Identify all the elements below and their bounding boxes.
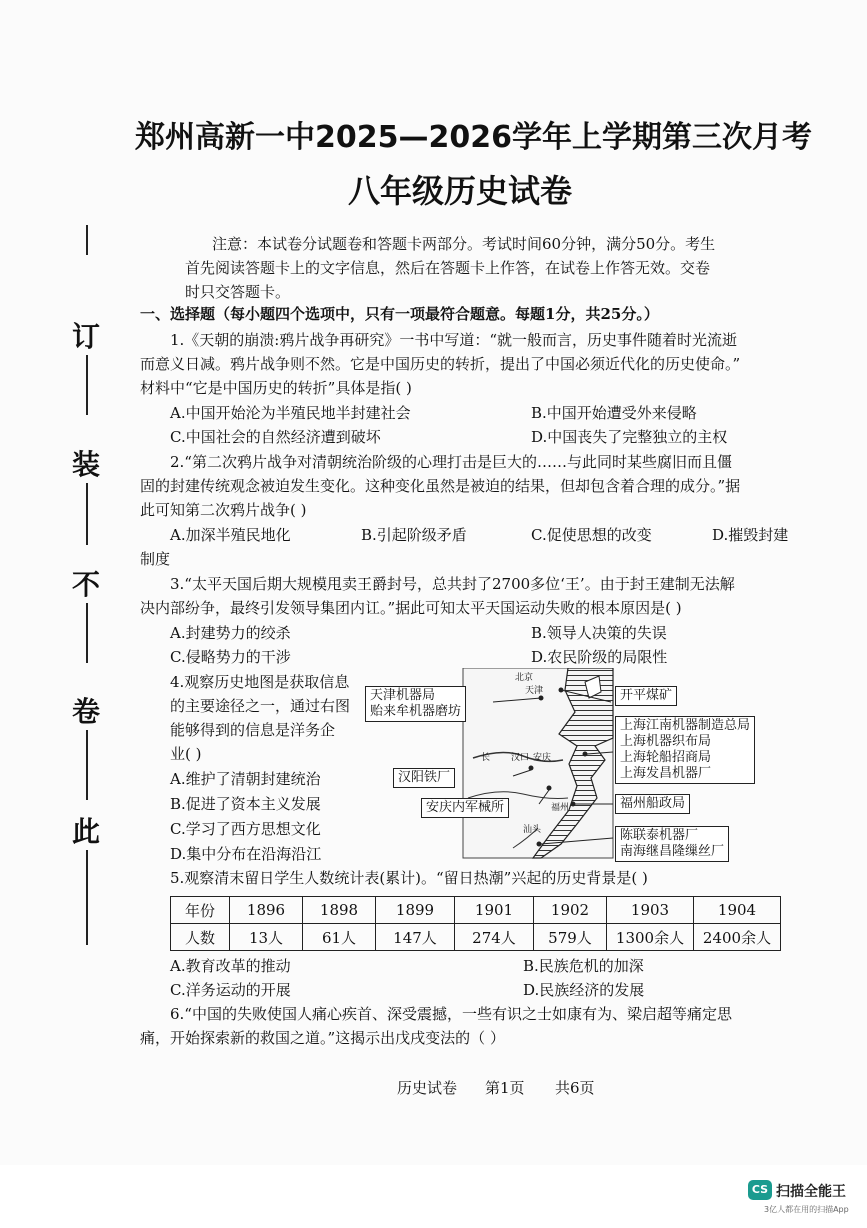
page-footer-page: 第1页 [485, 1079, 525, 1097]
q4-line-1: 4.观察历史地图是获取信息 [170, 673, 350, 691]
place-hankou: 汉口 [511, 753, 530, 763]
students-in-japan-table [170, 896, 781, 951]
exam-title: 郑州高新一中2025—2026学年上学期第三次月考 [135, 120, 812, 155]
q2-line-1: 2.“第二次鸦片战争对清朝统治阶级的心理打击是巨大的……与此同时某些腐旧而且僵 [170, 453, 732, 471]
q3-option-a: A.封建势力的绞杀 [170, 624, 291, 642]
q2-option-c: C.促使思想的改变 [531, 526, 652, 544]
table-cell: 13人 [230, 924, 303, 951]
table-header-cell: 人数 [171, 924, 230, 951]
q2-option-b: B.引起阶级矛盾 [361, 526, 467, 544]
page-footer-total: 共6页 [555, 1079, 595, 1097]
q4-option-b: B.促进了资本主义发展 [170, 795, 321, 813]
table-cell: 147人 [376, 924, 455, 951]
q4-line-3: 能够得到的信息是洋务企 [170, 721, 336, 739]
q1-option-c: C.中国社会的自然经济遭到破坏 [170, 428, 381, 446]
q1-option-a: A.中国开始沦为半殖民地半封建社会 [170, 404, 411, 422]
q3-option-c: C.侵略势力的干涉 [170, 648, 291, 666]
q2-option-d: D.摧毁封建 [712, 526, 789, 544]
westernization-enterprises-map [363, 668, 773, 864]
q5-option-b: B.民族危机的加深 [523, 957, 644, 975]
q1-line-3: 材料中“它是中国历史的转折”具体是指( ) [140, 379, 412, 397]
q5-option-a: A.教育改革的推动 [170, 957, 291, 975]
label-guangdong-1: 陈联泰机器厂 [620, 828, 699, 843]
place-beijing: 北京 [515, 673, 534, 683]
q6-line-1: 6.“中国的失败使国人痛心疾首、深受震撼，一些有识之士如康有为、梁启超等痛定思 [170, 1005, 732, 1023]
scanner-footer-band [0, 1165, 867, 1228]
label-shanghai-1: 上海江南机器制造总局 [620, 718, 751, 733]
q6-line-2: 痛，开始探索新的救国之道。”这揭示出戊戌变法的（ ） [140, 1029, 505, 1047]
table-cell: 1896 [230, 897, 303, 924]
label-anqing [421, 798, 509, 818]
binding-line [86, 850, 88, 945]
place-fuzhou: 福州 [551, 803, 570, 813]
binding-char: 此 [72, 815, 101, 848]
q5-option-d: D.民族经济的发展 [523, 981, 645, 999]
label-tianjin-2: 贻来牟机器磨坊 [370, 704, 462, 719]
q4-line-2: 的主要途径之一，通过右图 [170, 697, 351, 715]
table-row [171, 897, 781, 924]
label-tianjin-enterprises [365, 686, 466, 722]
place-tianjin: 天津 [525, 686, 544, 696]
label-shanghai-enterprises [615, 716, 755, 784]
page-footer-subject: 历史试卷 [397, 1079, 458, 1097]
binding-line [86, 483, 88, 545]
q5-stem: 5.观察清末留日学生人数统计表(累计)。“留日热潮”兴起的历史背景是( ) [170, 869, 648, 887]
notice-line-1: 注意：本试卷分试题卷和答题卡两部分。考试时间60分钟，满分50分。考生 [212, 235, 716, 253]
binding-char: 不 [72, 568, 101, 601]
label-hanyang [393, 768, 455, 788]
scanner-badge-icon: CS [748, 1180, 772, 1200]
q1-option-b: B.中国开始遭受外来侵略 [531, 404, 697, 422]
table-cell: 1901 [455, 897, 534, 924]
q2-line-2: 固的封建传统观念被迫发生变化。这种变化虽然是被迫的结果，但却包含着合理的成分。”据 [140, 477, 741, 495]
label-hanyang-1: 汉阳铁厂 [398, 770, 451, 785]
binding-line [86, 355, 88, 415]
q3-option-d: D.农民阶级的局限性 [531, 648, 668, 666]
q2-option-d-continued: 制度 [140, 550, 171, 568]
q2-option-a: A.加深半殖民地化 [170, 526, 291, 544]
q1-option-d: D.中国丧失了完整独立的主权 [531, 428, 728, 446]
q4-line-4: 业( ) [170, 745, 202, 763]
label-fuzhou-1: 福州船政局 [620, 796, 686, 811]
place-anqing: 安庆 [533, 753, 552, 763]
scanner-slogan: 3亿人都在用的扫描App [764, 1205, 849, 1214]
exam-subtitle: 八年级历史试卷 [348, 172, 573, 210]
q3-line-1: 3.“太平天国后期大规模甩卖王爵封号，总共封了2700多位‘王’。由于封王建制无法解 [170, 575, 735, 593]
table-cell: 1903 [607, 897, 694, 924]
label-kaiping-1: 开平煤矿 [620, 688, 673, 703]
table-cell: 1904 [694, 897, 781, 924]
table-cell: 579人 [534, 924, 607, 951]
label-kaiping [615, 686, 677, 706]
q4-option-c: C.学习了西方思想文化 [170, 820, 321, 838]
table-cell: 1902 [534, 897, 607, 924]
section-heading: 一、选择题（每小题四个选项中，只有一项最符合题意。每题1分，共25分。） [140, 305, 659, 323]
label-guangdong-enterprises [615, 826, 729, 862]
label-tianjin-1: 天津机器局 [370, 688, 436, 703]
binding-line [86, 225, 88, 255]
notice-line-3: 时只交答题卡。 [185, 283, 291, 301]
table-cell: 1898 [303, 897, 376, 924]
notice-line-2: 首先阅读答题卡上的文字信息，然后在答题卡上作答，在试卷上作答无效。交卷 [185, 259, 711, 277]
table-cell: 1899 [376, 897, 455, 924]
q5-option-c: C.洋务运动的开展 [170, 981, 291, 999]
table-cell: 61人 [303, 924, 376, 951]
place-changjiang: 长 [481, 753, 491, 763]
q1-line-1: 1.《天朝的崩溃:鸦片战争再研究》一书中写道：“就一般而言，历史事件随着时光流逝 [170, 331, 738, 349]
table-header-cell: 年份 [171, 897, 230, 924]
q3-line-2: 决内部纷争，最终引发领导集团内讧。”据此可知太平天国运动失败的根本原因是( ) [140, 599, 682, 617]
label-fuzhou [615, 794, 690, 814]
label-shanghai-2: 上海机器织布局 [620, 734, 712, 749]
scanner-name: 扫描全能王 [776, 1184, 846, 1200]
place-shantou: 汕头 [523, 825, 542, 835]
binding-char: 装 [72, 448, 101, 481]
label-shanghai-3: 上海轮船招商局 [620, 750, 712, 765]
q3-option-b: B.领导人决策的失误 [531, 624, 667, 642]
q4-option-a: A.维护了清朝封建统治 [170, 770, 321, 788]
q2-line-3: 此可知第二次鸦片战争( ) [140, 501, 307, 519]
binding-char: 订 [72, 320, 101, 353]
binding-margin [62, 225, 108, 945]
table-cell: 2400余人 [694, 924, 781, 951]
binding-char: 卷 [72, 695, 101, 728]
label-guangdong-2: 南海继昌隆缫丝厂 [620, 844, 725, 859]
binding-line [86, 603, 88, 663]
label-anqing-1: 安庆内军械所 [426, 800, 505, 815]
table-cell: 1300余人 [607, 924, 694, 951]
binding-line [86, 730, 88, 800]
table-row [171, 924, 781, 951]
table-cell: 274人 [455, 924, 534, 951]
q4-option-d: D.集中分布在沿海沿江 [170, 845, 322, 863]
q1-line-2: 而意义日减。鸦片战争则不然。它是中国历史的转折，提出了中国必须近代化的历史使命。” [140, 355, 741, 373]
label-shanghai-4: 上海发昌机器厂 [620, 766, 712, 781]
